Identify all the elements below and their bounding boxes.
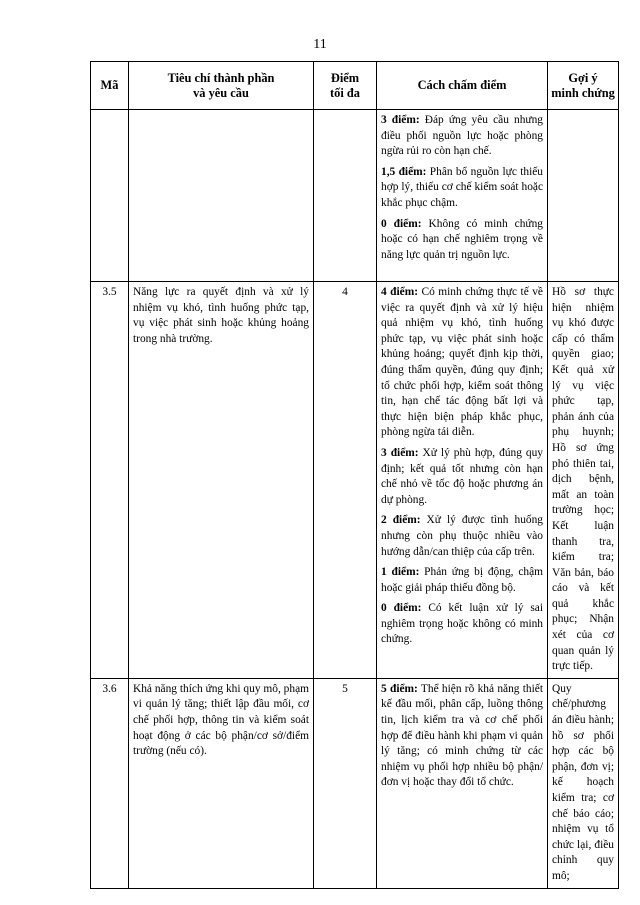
score-level-text: Không có minh chứng hoặc có hạn chế nghiêm trọng về năng lực quản trị nguồn lực. <box>381 217 543 261</box>
criteria-cell <box>129 110 314 282</box>
evidence-cell <box>548 110 619 282</box>
header-criteria: Tiêu chí thành phần và yêu cầu <box>129 62 314 110</box>
score-level-text: Đáp ứng yêu cầu nhưng điều phối nguồn lực hoặc phòng ngừa rủi ro còn hạn chế. <box>381 114 543 158</box>
max-score-cell <box>314 110 377 282</box>
table-row <box>91 282 619 679</box>
score-level <box>381 285 543 441</box>
scoring-method-cell <box>377 678 548 888</box>
criteria-table <box>90 61 619 889</box>
score-level <box>381 113 543 160</box>
score-level <box>381 513 543 560</box>
score-level <box>381 217 543 264</box>
evidence-suggestion: Quy chế/phương án điều hành; hồ sơ phối hợp các bộ phận, đơn vị; kế hoạch kiểm tra; cơ chế báo cáo; nhiệm vụ tổ chức lại, điều chỉnh quy mô; <box>548 678 619 888</box>
score-level <box>381 565 543 596</box>
header-code: Mã <box>91 62 129 110</box>
score-level-text: Xử lý được tình huống nhưng còn phụ thuộc nhiều vào hướng dẫn/can thiệp của cấp trên. <box>381 514 543 558</box>
score-level-points: 3 điểm: <box>381 446 419 459</box>
page-number: 11 <box>313 37 327 52</box>
criterion-code: 3.5 <box>91 282 129 679</box>
code-cell <box>91 110 129 282</box>
score-level-points: 2 điểm: <box>381 514 421 527</box>
score-level-text: Phản ứng bị động, chậm hoặc giải pháp thiếu đồng bộ. <box>381 566 543 594</box>
score-level-points: 0 điểm: <box>381 602 422 615</box>
criterion-code: 3.6 <box>91 678 129 888</box>
score-level <box>381 601 543 648</box>
table-header-row <box>91 62 619 110</box>
score-level-text: Có kết luận xử lý sai nghiêm trọng hoặc không có minh chứng. <box>381 602 543 646</box>
score-level <box>381 165 543 212</box>
score-level-points: 1 điểm: <box>381 566 420 579</box>
criterion-max-score: 5 <box>314 678 377 888</box>
score-level-text: Phân bổ nguồn lực thiếu hợp lý, thiếu cơ chế kiểm soát hoặc khắc phục chậm. <box>381 165 543 209</box>
score-level-points: 1,5 điểm: <box>381 165 427 178</box>
score-level-text: Có minh chứng thực tế về việc ra quyết định và xử lý hiệu quả nhiệm vụ khó, tình huống phức tạp, vụ việc phát sinh hoặc khủng hoảng; quyết định kịp thời, đúng thẩm quyền, đúng quy định; tổ chức phối hợp, kiểm soát thông tin, hạn chế tác động bất lợi và thực hiện biện pháp khắc phục, phòng ngừa tái diễn. <box>381 286 543 439</box>
header-evidence: Gợi ý minh chứng <box>548 62 619 110</box>
criterion-description: Khả năng thích ứng khi quy mô, phạm vi quản lý tăng; thiết lập đầu mối, cơ chế phối hợp, thông tin và kiểm soát hoạt động ở các bộ phận/cơ sở/điểm trường (nếu có). <box>129 678 314 888</box>
score-level-text: Xử lý phù hợp, đúng quy định; kết quả tốt nhưng còn hạn chế nhỏ về tốc độ hoặc phương án dự phòng. <box>381 446 543 506</box>
score-level-points: 4 điểm: <box>381 286 419 298</box>
evidence-suggestion: Hồ sơ thực hiện nhiệm vụ khó được cấp có thẩm quyền giao; Kết quả xử lý vụ việc phức tạp, phản ánh của phụ huynh; Hồ sơ ứng phó thiên tai, dịch bệnh, mất an toàn trường học; Kết luận thanh tra, kiểm tra; Văn bản, báo cáo và kết quả khắc phục; Nhận xét của cơ quan quản lý trực tiếp. <box>548 282 619 679</box>
table-row-continued <box>91 110 619 282</box>
score-level-points: 3 điểm: <box>381 114 420 126</box>
score-level-points: 5 điểm: <box>381 682 418 695</box>
score-level <box>381 446 543 508</box>
score-level-points: 0 điểm: <box>381 217 422 230</box>
score-level-text: Thể hiện rõ khả năng thiết kế đầu mối, phân cấp, luồng thông tin, lịch kiểm tra và cơ chế phối hợp để điều hành khi phạm vi quản lý tăng; có minh chứng từ các nhiệm vụ phối hợp nhiều bộ phận/đơn vị hoặc thay đổi tổ chức. <box>381 682 543 789</box>
header-max-score: Điểm tối đa <box>314 62 377 110</box>
header-scoring-method: Cách chấm điểm <box>377 62 548 110</box>
criterion-max-score: 4 <box>314 282 377 679</box>
score-level <box>381 682 543 791</box>
table-row <box>91 678 619 888</box>
criterion-description: Năng lực ra quyết định và xử lý nhiệm vụ khó, tình huống phức tạp, vụ việc phát sinh hoặc khủng hoảng trong nhà trường. <box>129 282 314 679</box>
scoring-method-cell <box>377 282 548 679</box>
scoring-method-cell <box>377 110 548 282</box>
